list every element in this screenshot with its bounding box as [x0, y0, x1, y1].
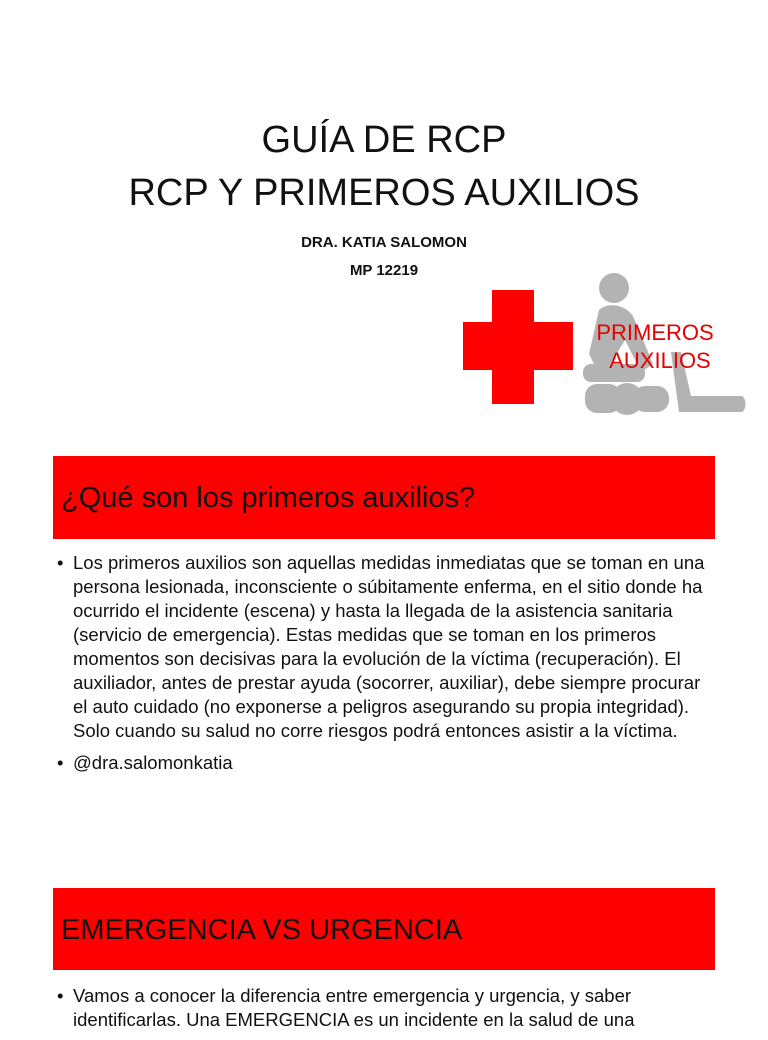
logo-text-line-2: AUXILIOS	[609, 348, 711, 373]
list-item: • Vamos a conocer la diferencia entre emergencia y urgencia, y saber identificarlas. Una EMERGENCIA es un incidente en la salud de una	[55, 984, 715, 1032]
bullet-list-first-aid	[55, 551, 715, 783]
section-heading-first-aid: ¿Qué son los primeros auxilios?	[53, 456, 715, 539]
title-line-2: RCP Y PRIMEROS AUXILIOS	[128, 172, 640, 214]
title-line-1: GUÍA DE RCP	[261, 119, 507, 161]
list-item: • Los primeros auxilios son aquellas medidas inmediatas que se toman en una persona lesionada, inconsciente o súbitamente enferma, en el sitio donde ha ocurrido el incidente (escena) y hasta la llegada de la asistencia sanitaria (servicio de emergencia). Estas medidas que se toman en los primeros momentos son decisivas para la evolución de la víctima (recuperación). El auxiliador, antes de prestar ayuda (socorrer, auxiliar), debe siempre procurar el auto cuidado (no exponerse a peligros asegurando su propia integridad). Solo cuando su salud no corre riesgos podrá entonces asistir a la víctima.	[55, 551, 715, 743]
red-cross-cpr-icon	[457, 268, 757, 428]
slide-title	[0, 114, 768, 220]
author-name: DRA. KATIA SALOMON	[301, 234, 467, 251]
red-cross-horizontal	[463, 322, 573, 370]
author-license: MP 12219	[349, 262, 419, 279]
logo-text-line-1: PRIMEROS	[596, 320, 714, 345]
section-heading-emergency-vs-urgency: EMERGENCIA VS URGENCIA	[53, 888, 715, 970]
first-aid-logo	[457, 268, 757, 428]
bullet-list-emergency	[55, 984, 715, 1040]
list-item: • @dra.salomonkatia	[55, 751, 715, 775]
